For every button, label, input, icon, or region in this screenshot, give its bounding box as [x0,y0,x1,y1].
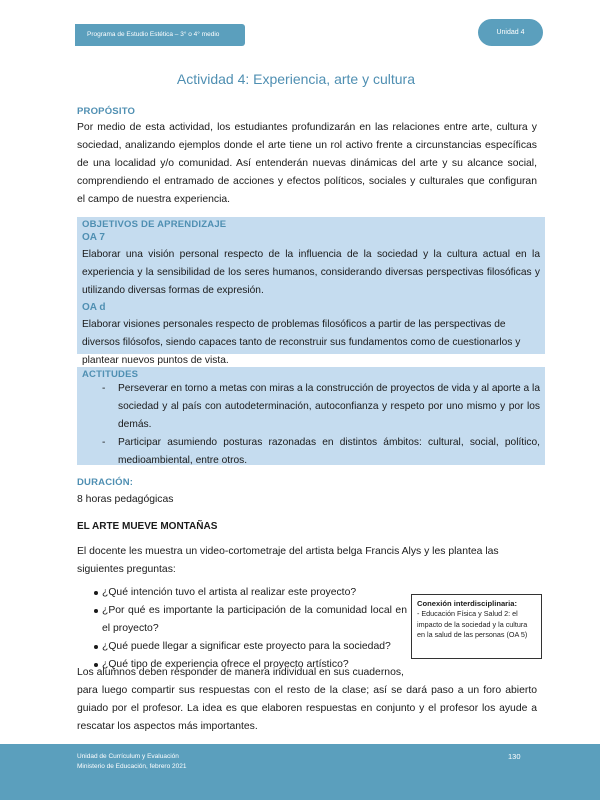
oa7-text: Elaborar una visión personal respecto de la influencia de la sociedad y la cultura actual en la experiencia y la sensibilidad de los seres humanos, considerando diversas perspectivas filosóficas y utilizando diversas formas de expresión. [82,249,540,296]
actitud-item: - Participar asumiendo posturas razonadas en distintos ámbitos: cultural, social, político, medioambiental, entre otros. [82,434,540,470]
question-item: ¿Qué puede llegar a significar este proyecto para la sociedad? [77,638,407,656]
interdisciplinary-text: - Educación Física y Salud 2: el impacto de la sociedad y la cultura en la salud de las personas (OA 5) [417,609,528,639]
oad-text: Elaborar visiones personales respecto de problemas filosóficos a partir de las perspectivas de diversos filósofos, siendo capaces tanto de reconstruir sus fundamentos como de cuestionarlos y plantear nuevos puntos de vista. [82,319,521,366]
question-item: ¿Qué tipo de experiencia ofrece el proyecto artístico? [77,656,407,674]
duracion-section [77,477,537,509]
actitudes-box [77,367,545,465]
proposito-text: Por medio de esta actividad, los estudiantes profundizarán en las relaciones entre arte, cultura y sociedad, analizando ejemplos donde el arte tiene un rol activo frente a circunstancias específicas de una localidad y/o comunidad. Así entenderán nuevas dinámicas del arte y su alcance social, comprendiendo el entramado de acciones y efectos políticos, sociales y culturales que configuran el campo de nuestra experiencia. [77,122,537,205]
objetivos-box [77,217,545,366]
objetivos-label: OBJETIVOS DE APRENDIZAJE [82,219,227,230]
arte-section [77,521,537,579]
section-intro: El docente les muestra un video-cortometraje del artista belga Francis Alys y les plantea las siguientes preguntas: [77,546,499,575]
closing-block [77,664,537,736]
interdisciplinary-title: Conexión interdisciplinaria: [417,599,518,608]
page-number: 130 [508,752,521,761]
questions-block [77,584,407,674]
section-title: EL ARTE MUEVE MONTAÑAS [77,521,218,532]
activity-title: Actividad 4: Experiencia, arte y cultura [176,71,415,87]
interdisciplinary-box [411,594,542,659]
question-item: ¿Por qué es importante la participación de la comunidad local en el proyecto? [77,602,407,638]
proposito-label: PROPÓSITO [77,106,136,117]
unit-badge [478,19,543,46]
footer-credits [77,752,186,772]
closing-rest: para luego compartir sus respuestas con el resto de la clase; así se dará paso a un foro abierto guiado por el profesor. La idea es que elaboren respuestas en conjunto y el profesor los ayude a rescatar los aspectos más importantes. [77,685,537,732]
duracion-value: 8 horas pedagógicas [77,494,174,505]
actitud-item: - Perseverar en torno a metas con miras a la construcción de proyectos de vida y al aporte a la sociedad y al país con autodeterminación, autoconfianza y respeto por uno mismo y por los demás. [82,380,540,434]
footer-line2: Ministerio de Educación, febrero 2021 [77,763,187,770]
question-item: ¿Qué intención tuvo el artista al realizar este proyecto? [77,584,407,602]
closing-line1: Los alumnos deben responder de manera individual en sus cuadernos, [77,667,404,678]
program-name: Programa de Estudio Estética – 3° o 4° medio [87,31,220,38]
page-footer [0,744,600,800]
duracion-label: DURACIÓN: [77,477,134,488]
header-program-bar [75,24,245,46]
actitudes-list [82,380,540,470]
actitudes-label: ACTITUDES [82,369,139,380]
questions-list [77,584,407,674]
proposito-section [77,106,537,209]
footer-line1: Unidad de Currículum y Evaluación [77,753,179,760]
oad-code: OA d [82,302,106,313]
oa7-code: OA 7 [82,232,105,243]
unit-label: Unidad 4 [496,29,525,36]
